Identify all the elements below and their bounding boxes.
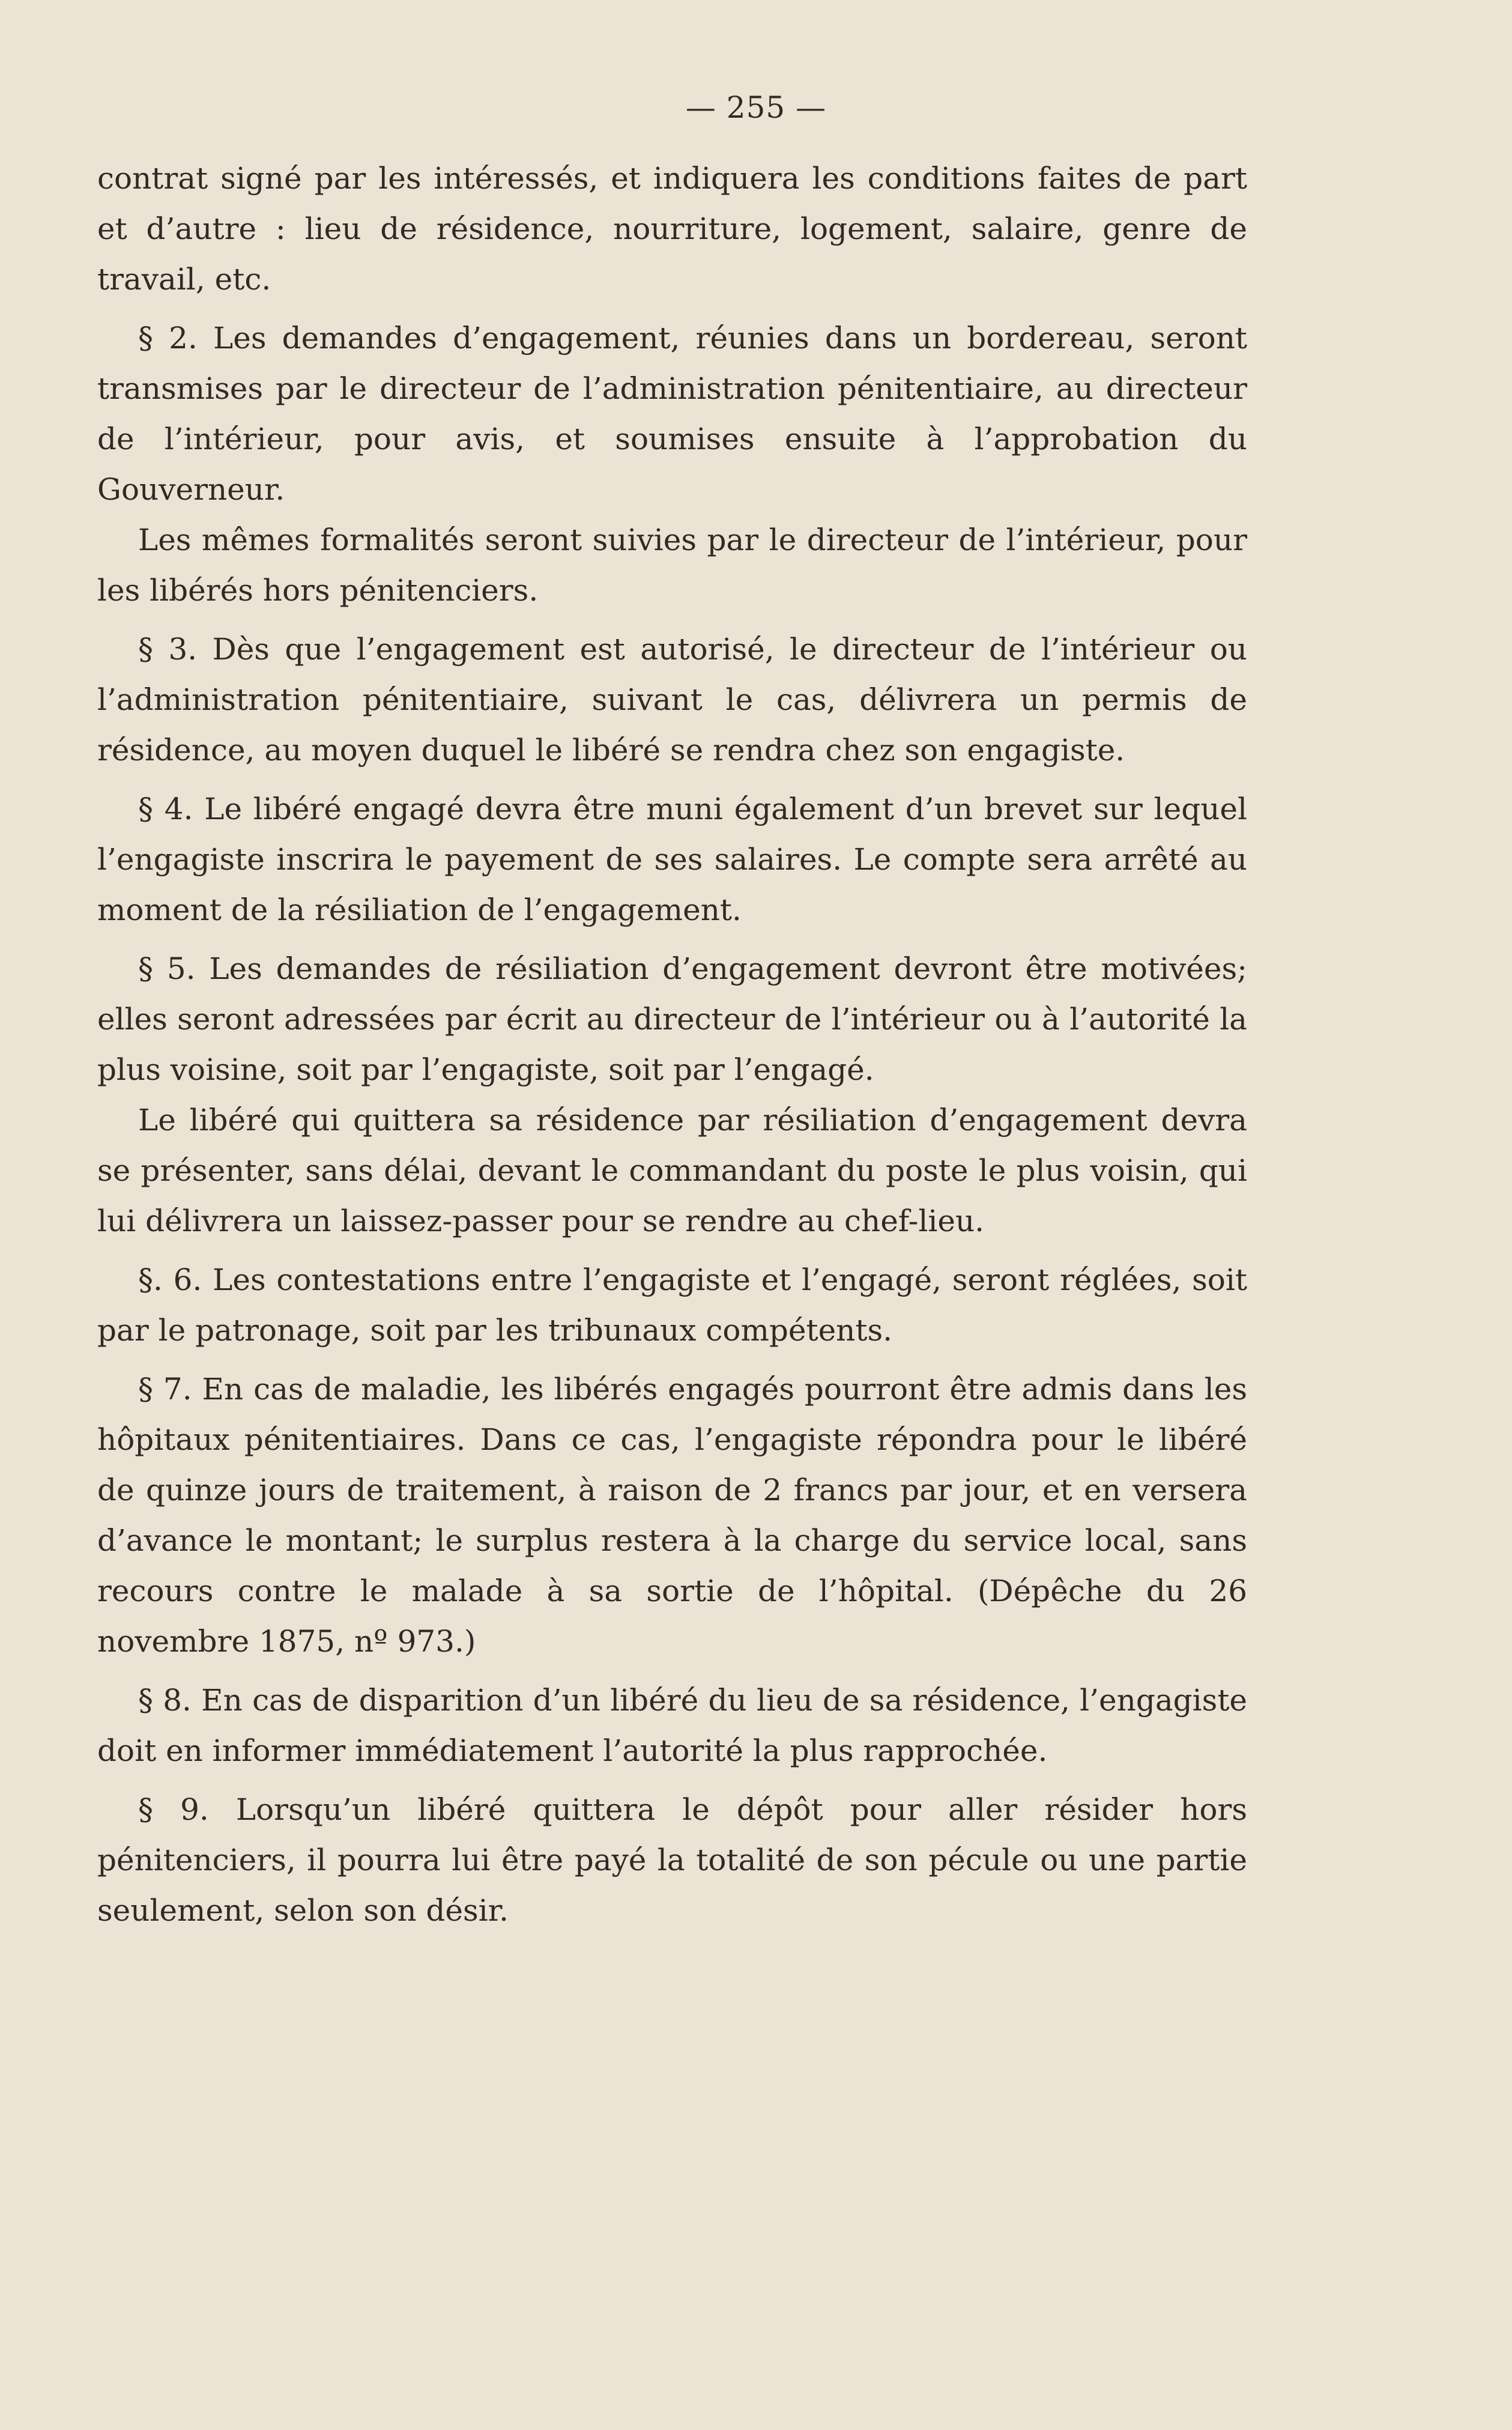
paragraph-section-4: § 4. Le libéré engagé devra être muni également d’un brevet sur lequel l’engagiste inscrira le payement de ses salaires. Le compte sera arrêté au moment de la résiliation de l’engagement. xyxy=(97,792,1247,927)
paragraph-section-5-note: Le libéré qui quittera sa résidence par résiliation d’engagement devra se présenter, sans délai, devant le commandant du poste le plus voisin, qui lui délivrera un laissez-passer pour se rendre au chef-lieu. xyxy=(97,1103,1247,1238)
paragraph-section-9: § 9. Lorsqu’un libéré quittera le dépôt pour aller résider hors pénitenciers, il pourra lui être payé la totalité de son pécule ou une partie seulement, selon son désir. xyxy=(97,1792,1247,1928)
page-number: — 255 — xyxy=(685,90,827,125)
paragraph-section-5: § 5. Les demandes de résiliation d’engagement devront être motivées; elles seront adressées par écrit au directeur de l’intérieur ou à l’autorité la plus voisine, soit par l’engagiste, soit par l’engagé. xyxy=(97,951,1247,1087)
paragraph-section-3: § 3. Dès que l’engagement est autorisé, le directeur de l’intérieur ou l’administration pénitentiaire, suivant le cas, délivrera un permis de résidence, au moyen duquel le libéré se rendra chez son engagiste. xyxy=(97,632,1247,768)
paragraph-section-2: § 2. Les demandes d’engagement, réunies dans un bordereau, seront transmises par le directeur de l’administration pénitentiaire, au directeur de l’intérieur, pour avis, et soumises ensuite à l’approbation du Gouverneur. xyxy=(97,321,1247,507)
document-body xyxy=(97,153,1247,1936)
paragraph-section-8: § 8. En cas de disparition d’un libéré du lieu de sa résidence, l’engagiste doit en informer immédiatement l’autorité la plus rapprochée. xyxy=(97,1683,1247,1768)
paragraph-section-6: §. 6. Les contestations entre l’engagiste et l’engagé, seront réglées, soit par le patronage, soit par les tribunaux compétents. xyxy=(97,1262,1247,1348)
paragraph-continuation: contrat signé par les intéressés, et indiquera les conditions faites de part et d’autre : lieu de résidence, nourriture, logement, salaire, genre de travail, etc. xyxy=(97,161,1247,297)
paragraph-section-7: § 7. En cas de maladie, les libérés engagés pourront être admis dans les hôpitaux pénitentiaires. Dans ce cas, l’engagiste répondra pour le libéré de quinze jours de traitement, à raison de 2 francs par jour, et en versera d’avance le montant; le surplus restera à la charge du service local, sans recours contre le malade à sa sortie de l’hôpital. (Dépêche du 26 novembre 1875, nº 973.) xyxy=(97,1372,1247,1659)
paragraph-section-2-note: Les mêmes formalités seront suivies par le directeur de l’intérieur, pour les libérés hors pénitenciers. xyxy=(97,523,1247,608)
